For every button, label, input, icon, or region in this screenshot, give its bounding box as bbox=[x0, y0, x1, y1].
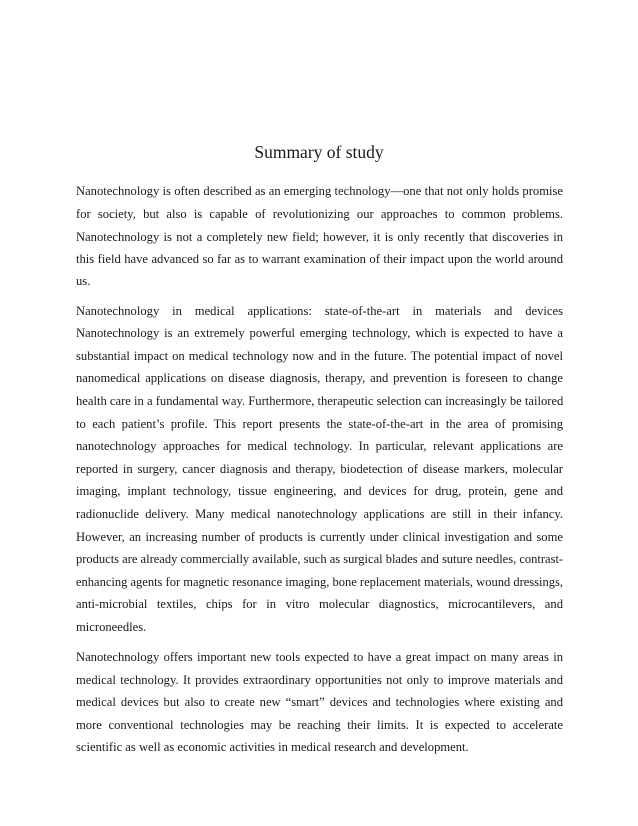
paragraph-line: imaging, implant technology, tissue engineering, and devices for drug, protein, gene and bbox=[76, 484, 563, 498]
paragraph-line: Nanotechnology is often described as an emerging technology—one that not only holds promise bbox=[76, 184, 563, 198]
paragraph-line: nanomedical applications on disease diagnosis, therapy, and prevention is foreseen to change bbox=[76, 371, 563, 385]
paragraph-line: this field have advanced so far as to warrant examination of their impact upon the world around bbox=[76, 252, 563, 266]
paragraph-line: us. bbox=[76, 274, 91, 288]
paragraph-line: to each patient’s profile. This report presents the state-of-the-art in the area of promising bbox=[76, 417, 563, 431]
paragraph-line: more conventional technologies may be reaching their limits. It is expected to accelerate bbox=[76, 718, 563, 732]
paragraph-line: Nanotechnology is an extremely powerful emerging technology, which is expected to have a bbox=[76, 326, 563, 340]
paragraph-line: nanotechnology approaches for medical technology. In particular, relevant applications are bbox=[76, 439, 563, 453]
page-title: Summary of study bbox=[254, 142, 384, 162]
paragraph-line: medical devices but also to create new “smart” devices and technologies where existing and bbox=[76, 695, 563, 709]
paragraph-line: medical technology. It provides extraordinary opportunities not only to improve materials and bbox=[76, 673, 563, 687]
paragraph-line: reported in surgery, cancer diagnosis and therapy, biodetection of disease markers, molecular bbox=[76, 462, 563, 476]
paragraph-line: However, an increasing number of products is currently under clinical investigation and some bbox=[76, 530, 563, 544]
paragraph-line: radionuclide delivery. Many medical nanotechnology applications are still in their infancy. bbox=[76, 507, 563, 521]
paragraph-line: enhancing agents for magnetic resonance imaging, bone replacement materials, wound dressings, bbox=[76, 575, 563, 589]
paragraph-line: Nanotechnology offers important new tools expected to have a great impact on many areas in bbox=[76, 650, 563, 664]
paragraph-line: microneedles. bbox=[76, 620, 147, 634]
paragraph-line: for society, but also is capable of revolutionizing our approaches to common problems. bbox=[76, 207, 563, 221]
paragraph-line: scientific as well as economic activities in medical research and development. bbox=[76, 740, 469, 754]
paragraph-line: health care in a fundamental way. Furthermore, therapeutic selection can increasingly be tailored bbox=[76, 394, 564, 408]
paragraph-line: Nanotechnology in medical applications: state-of-the-art in materials and devices bbox=[76, 304, 563, 318]
paragraph-line: products are already commercially available, such as surgical blades and suture needles, contrast- bbox=[76, 552, 564, 566]
paragraph-line: substantial impact on medical technology now and in the future. The potential impact of novel bbox=[76, 349, 563, 363]
paragraph-line: anti-microbial textiles, chips for in vitro molecular diagnostics, microcantilevers, and bbox=[76, 597, 563, 611]
paragraph-line: Nanotechnology is not a completely new field; however, it is only recently that discoveries in bbox=[76, 230, 563, 244]
